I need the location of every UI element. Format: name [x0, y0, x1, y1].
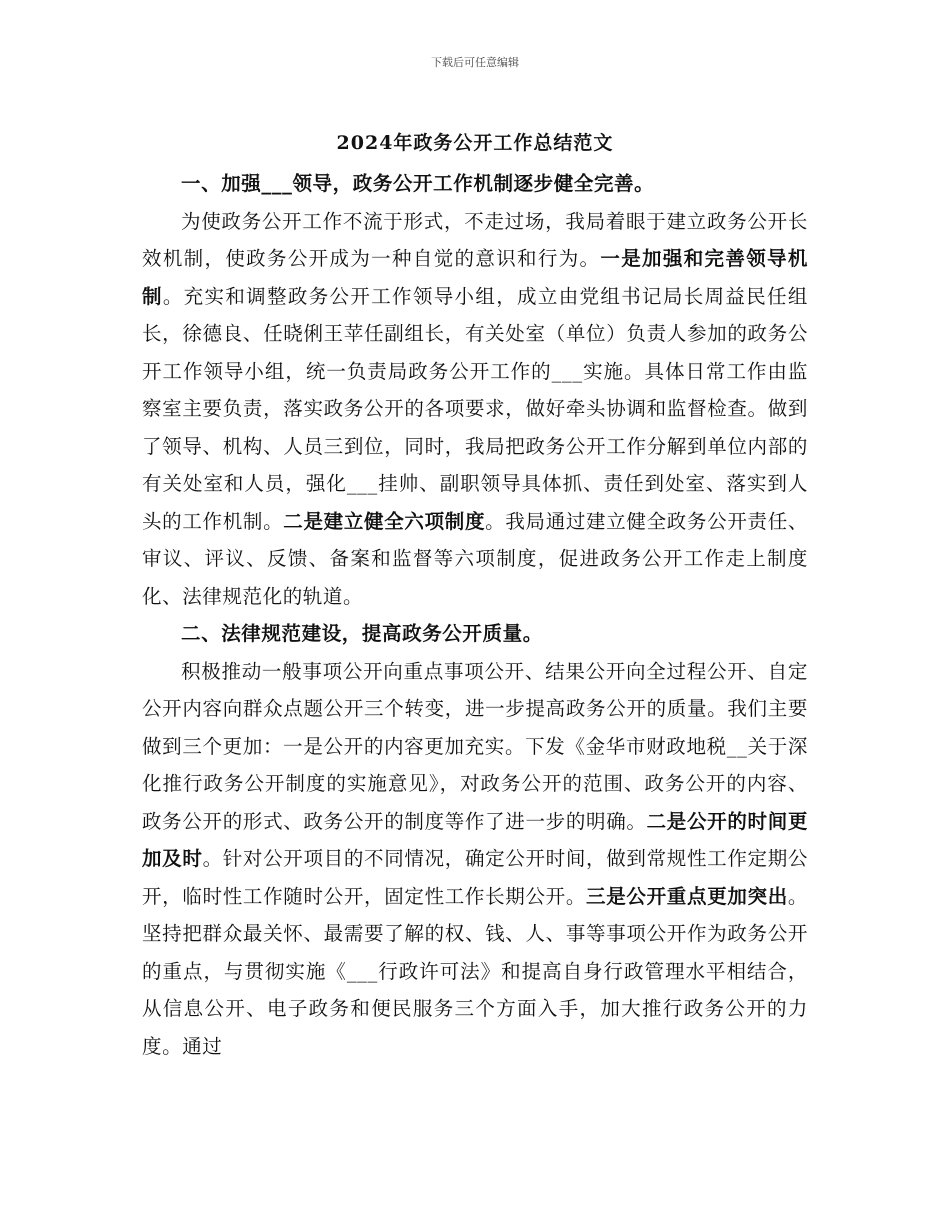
emphasis-run: 三是公开重点更加突出 [586, 884, 788, 908]
page-header-note: 下载后可任意编辑 [431, 56, 519, 69]
section-2-heading: 二、法律规范建设，提高政务公开质量。 [181, 622, 543, 645]
text-run: 。充实和调整政务公开工作领导小组，成立由党组书记局长周益民任组长，徐德良、任晓俐王苹任副组长，有关处室（单位）负责人参加的政务公开工作领导小组，统一负责局政务公开工作的___实施。具体日常工作由监察室主要负责，落实政务公开的各项要求，做好牵头协调和监督检查。做到了领导、机构、人员三到位，同时，我局把政务公开工作分解到单位内部的有关处室和人员，强化___挂帅、副职领导具体抓、责任到处室、落实到人头的工作机制。 [142, 284, 808, 533]
emphasis-run: 二是公开的时间更加及时 [142, 809, 808, 870]
section-1-heading: 一、加强___领导，政务公开工作机制逐步健全完善。 [181, 172, 655, 195]
document-body [142, 165, 808, 1065]
document-title: 2024年政务公开工作总结范文 [336, 132, 614, 154]
text-run: 积极推动一般事项公开向重点事项公开、结果公开向全过程公开、自定公开内容向群众点题公开三个转变，进一步提高政务公开的质量。我们主要做到三个更加：一是公开的内容更加充实。下发《金华市财政地税__关于深化推行政务公开制度的实施意见》，对政务公开的范围、政务公开的内容、政务公开的形式、政务公开的制度等作了进一步的明确。 [142, 659, 808, 833]
section-2-paragraph [142, 653, 808, 1066]
text-run: 为使政务公开工作不流于形式，不走过场，我局着眼于建立政务公开长效机制，使政务公开成为一种自觉的意识和行为。 [142, 209, 808, 270]
text-run: 。我局通过建立健全政务公开责任、审议、评议、反馈、备案和监督等六项制度，促进政务公开工作走上制度化、法律规范化的轨道。 [142, 509, 808, 608]
text-run: 。坚持把群众最关怀、最需要了解的权、钱、人、事等事项公开作为政务公开的重点，与贯彻实施《___行政许可法》和提高自身行政管理水平相结合，从信息公开、电子政务和便民服务三个方面入手，加大推行政务公开的力度。通过 [142, 884, 808, 1058]
section-1-paragraph [142, 203, 808, 616]
emphasis-run: 二是建立健全六项制度 [283, 509, 486, 533]
emphasis-run: 一是加强和完善领导机制 [142, 247, 808, 308]
text-run: 。针对公开项目的不同情况，确定公开时间，做到常规性工作定期公开，临时性工作随时公开，固定性工作长期公开。 [142, 847, 808, 908]
